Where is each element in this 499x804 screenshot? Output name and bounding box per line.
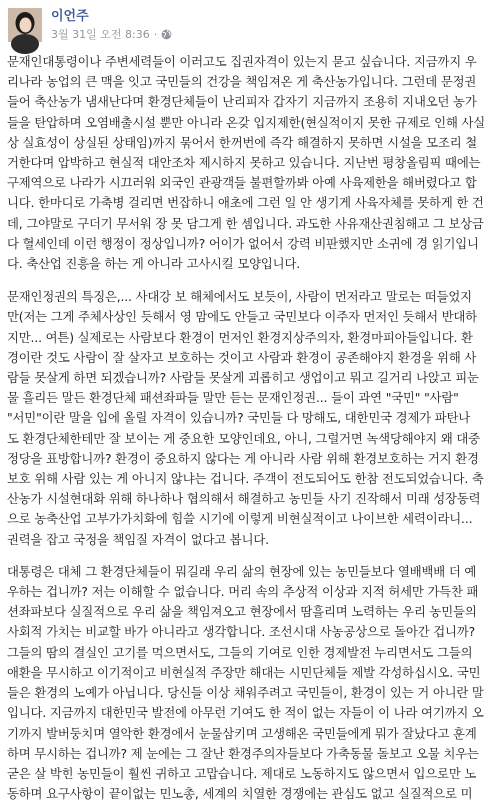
separator-dot: · bbox=[153, 28, 158, 41]
post-header bbox=[0, 0, 499, 50]
post-meta bbox=[51, 8, 172, 42]
profile-photo-icon bbox=[8, 8, 42, 42]
avatar[interactable] bbox=[8, 8, 42, 42]
post-paragraph-1: 문재인대통령이나 주변세력들이 이러고도 집권자격이 있는지 묻고 싶습니다. 지금까지 우 리나라 농업의 큰 맥을 잇고 국민들의 건강을 책임져온 게 축산농가입니다. 그런데 문정권 들어 축산농가 냄새난다며 환경단체들이 난리피자 갑자기 지금까지 조용히 지내오던 농가 들을 탄압하며 오염배출시설 뿐만 아니라 온갖 입지제한(현실적이지 못한 규제로 인해 사실 상 실효성이 상실된 상태임)까지 묶어서 한꺼번에 즉각 해결하지 못하면 시설을 모조리 철 거한다며 압박하고 현실적 대안조차 제시하지 못하고 있습니다. 지난번 평창올림픽 때에는 구제역으로 나라가 시끄러워 외국인 관광객들 불편할까봐 아예 사육제한을 해버렸다고 합 니다. 한마디로 가축병 걸리면 번잡하니 애초에 그런 일 안 생기게 사육자체를 못하게 한 건 데, 그야말로 구더기 무서워 장 못 담그게 한 셈입니다. 과도한 사유재산권침해고 그 보상금 다 혈세인데 이런 행정이 정상입니까? 어이가 없어서 강력 비판했지만 소귀에 경 읽기입니 다. 축산업 진흥을 하는 게 아니라 고사시킬 모양입니다. bbox=[7, 55, 486, 272]
author-name[interactable]: 이언주 bbox=[51, 9, 89, 24]
post-timestamp[interactable]: 3월 31일 오전 8:36 bbox=[51, 28, 150, 41]
post-paragraph-2: 문재인정권의 특징은,... 사대강 보 해체에서도 보듯이, 사람이 먼저라고 말로는 떠들었지 만(저는 그게 주체사상인 듯해서 영 맘에도 안들고 국민보다 이주자 먼저인 듯해서 반대하 지만... 여튼) 실제로는 사람보다 환경이 먼저인 환경지상주의자, 환경마피아들입니다. 환 경이란 것도 사람이 잘 살자고 보호하는 것이고 사람과 환경이 공존해야지 환경을 위해 사 람들 못살게 하면 되겠습니까? 사람들 못살게 괴롭히고 생업이고 뭐고 길거리 나앉고 피눈 물 흘리든 말든 환경단체 패션좌파들 말만 듣는 문재인정권... 들이 과연 "국민" "사람" "서민"이란 말을 입에 올릴 자격이 있습니까? 국민들 다 망해도, 대한민국 경제가 파탄나 도 환경단체한테만 잘 보이는 게 중요한 모양인데요, 아니, 그럴거면 녹색당해야지 왜 대중 정당을 표방합니까? 환경이 중요하지 않다는 게 아니라 사람 위해 환경보호하는 거지 환경 보호 위해 사람 있는 게 아니지 않냐는 겁니다. 주객이 전도되어도 한참 전도되었습니다. 축 산농가 시설현대화 위해 하나하나 협의해서 해결하고 농민들 사기 진작해서 미래 성장동력 으로 농축산업 고부가가치화에 힘쓸 시기에 이렇게 비현실적이고 나이브한 세력이라니... 권력을 잡고 국정을 책임질 자격이 없다고 봅니다. bbox=[7, 290, 484, 547]
post-subline bbox=[51, 27, 172, 42]
globe-icon[interactable] bbox=[161, 29, 172, 40]
post-body bbox=[0, 50, 499, 804]
post-paragraph-3: 대통령은 대체 그 환경단체들이 뭐길래 우리 삶의 현장에 있는 농민들보다 열배백배 더 예 우하는 겁니까? 저는 이해할 수 없습니다. 머리 속의 추상적 이상과 지적 허세만 가득찬 패 션좌파보다 실질적으로 우리 삶을 책임져오고 현장에서 땀흘리며 노력하는 우리 농민들의 사회적 가치는 비교할 바가 아니라고 생각합니다. 조선시대 사농공상으로 돌아간 겁니까? 그들의 땀의 결실인 고기를 먹으면서도, 그들의 기여로 인한 경제발전 누리면서도 그들의 애환을 무시하고 이기적이고 비현실적 주장만 해대는 시민단체들 제발 각성하십시오. 국민 들은 환경의 노예가 아닙니다. 당신들 이상 채워주려고 국민들이, 환경이 있는 거 아니란 말 입니다. 지금까지 대한민국 발전에 아무런 기여도 한 적이 없는 자들이 이 나라 여기까지 오 기까지 발버둥치며 열악한 환경에서 눈물삼키며 고생해온 국민들에게 뭐가 잘났다고 훈계 하며 무시하는 겁니까? 제 눈에는 그 잘난 환경주의자들보다 가축동물 돌보고 오물 치우는 굳은 살 박힌 농민들이 훨씬 귀하고 고맙습니다. 제대로 노동하지도 않으면서 입으로만 노 동하며 요구사항이 끝이없는 민노총, 세계의 치열한 경쟁에는 관심도 없고 실질적으로 미 bbox=[7, 564, 484, 802]
